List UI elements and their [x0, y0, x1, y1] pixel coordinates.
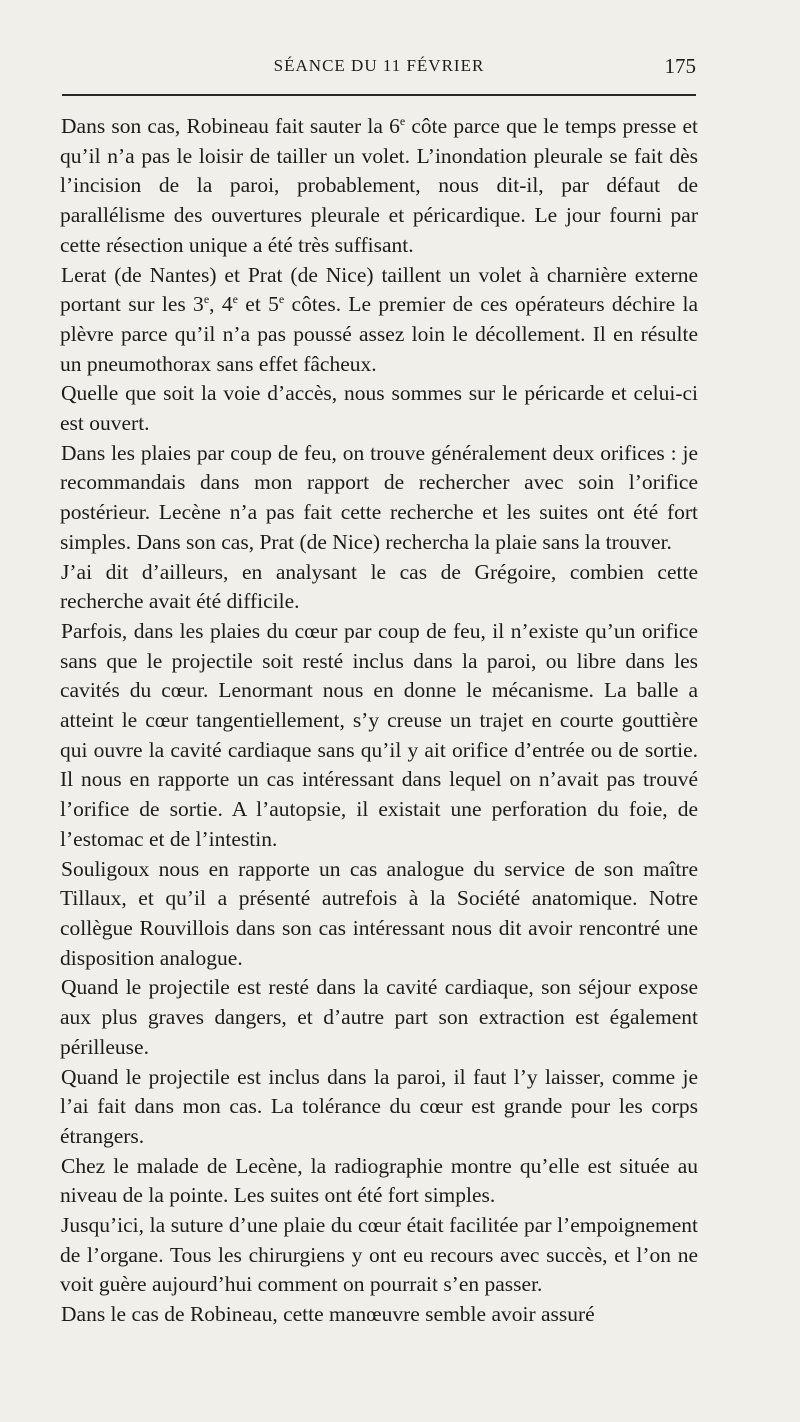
paragraph: Parfois, dans les plaies du cœur par coup de feu, il n’existe qu’un orifice sans que le projectile soit resté inclus dans la paroi, ou libre dans les cavités du cœur. Lenormant nous en donne le mécanisme. La balle a atteint le cœur tangentiellement, s’y creuse un trajet en courte gouttière qui ouvre la cavité cardiaque sans qu’il y ait orifice d’entrée ou de sortie. Il nous en rapporte un cas intéressant dans lequel on n’avait pas trouvé l’orifice de sortie. A l’autopsie, il existait une perforation du foie, de l’estomac et de l’intestin.: [60, 618, 698, 851]
paragraph: Dans les plaies par coup de feu, on trouve généralement deux orifices : je recommandais dans mon rapport de rechercher avec soin l’orifice postérieur. Lecène n’a pas fait cette recherche et les suites ont été fort simples. Dans son cas, Prat (de Nice) rechercha la plaie sans la trouver.: [60, 440, 698, 554]
paragraph: [60, 261, 698, 380]
paragraph: Quand le projectile est resté dans la cavité cardiaque, son séjour expose aux plus graves dangers, et d’autre part son extraction est également périlleuse.: [60, 975, 698, 1059]
paragraph-text: côte parce que le temps presse et qu’il n’a pas le loisir de tailler un volet. L’inondation pleurale se fait dès l’incision de la paroi, probablement, nous dit-il, par défaut de parallélisme des ouvertures pleurale et péricardique. Le jour fourni par cette résection unique a été très suffisant.: [60, 114, 698, 257]
paragraph-text: Lerat (de Nantes) et Prat (de Nice) taillent un volet à charnière externe portant sur les 3: [60, 262, 698, 317]
superscript: e: [399, 114, 406, 128]
paragraph-text: , 4: [209, 292, 233, 317]
running-head-title: SÉANCE DU 11 FÉVRIER: [273, 56, 485, 75]
running-head: [62, 52, 696, 82]
paragraph: J’ai dit d’ailleurs, en analysant le cas de Grégoire, combien cette recherche avait été difficile.: [60, 559, 698, 614]
page-number: 175: [664, 54, 696, 78]
paragraph: Jusqu’ici, la suture d’une plaie du cœur était facilitée par l’empoignement de l’organe. Tous les chirurgiens y ont eu recours avec succès, et l’on ne voit guère aujourd’hui comment on pourrait s’en passer.: [60, 1213, 698, 1297]
paragraph: [60, 112, 698, 261]
superscript: e: [203, 292, 210, 307]
paragraph: Dans le cas de Robineau, cette manœuvre semble avoir assuré: [61, 1302, 595, 1327]
paragraph-text: Dans son cas, Robineau fait sauter la 6: [61, 114, 400, 138]
body-text: [60, 112, 698, 1330]
paragraph: Souligoux nous en rapporte un cas analogue du service de son maître Tillaux, et qu’il a présenté autrefois à la Société anatomique. Notre collègue Rouvillois dans son cas intéressant nous dit avoir rencontré une disposition analogue.: [60, 856, 698, 970]
paragraph: Quand le projectile est inclus dans la paroi, il faut l’y laisser, comme je l’ai fait dans mon cas. La tolérance du cœur est grande pour les corps étrangers.: [60, 1064, 698, 1148]
superscript: e: [232, 292, 238, 307]
superscript: e: [278, 292, 285, 307]
paragraph: Chez le malade de Lecène, la radiographie montre qu’elle est située au niveau de la pointe. Les suites ont été fort simples.: [60, 1153, 698, 1208]
paragraph: Quelle que soit la voie d’accès, nous sommes sur le péricarde et celui-ci est ouvert.: [60, 381, 698, 436]
paragraph-text: côtes. Le premier de ces opérateurs déchire la plèvre parce qu’il n’a pas poussé assez loin le décollement. Il en résulte un pneumothorax sans effet fâcheux.: [60, 292, 699, 376]
paragraph-text: et 5: [237, 292, 279, 317]
header-rule: [62, 94, 696, 96]
